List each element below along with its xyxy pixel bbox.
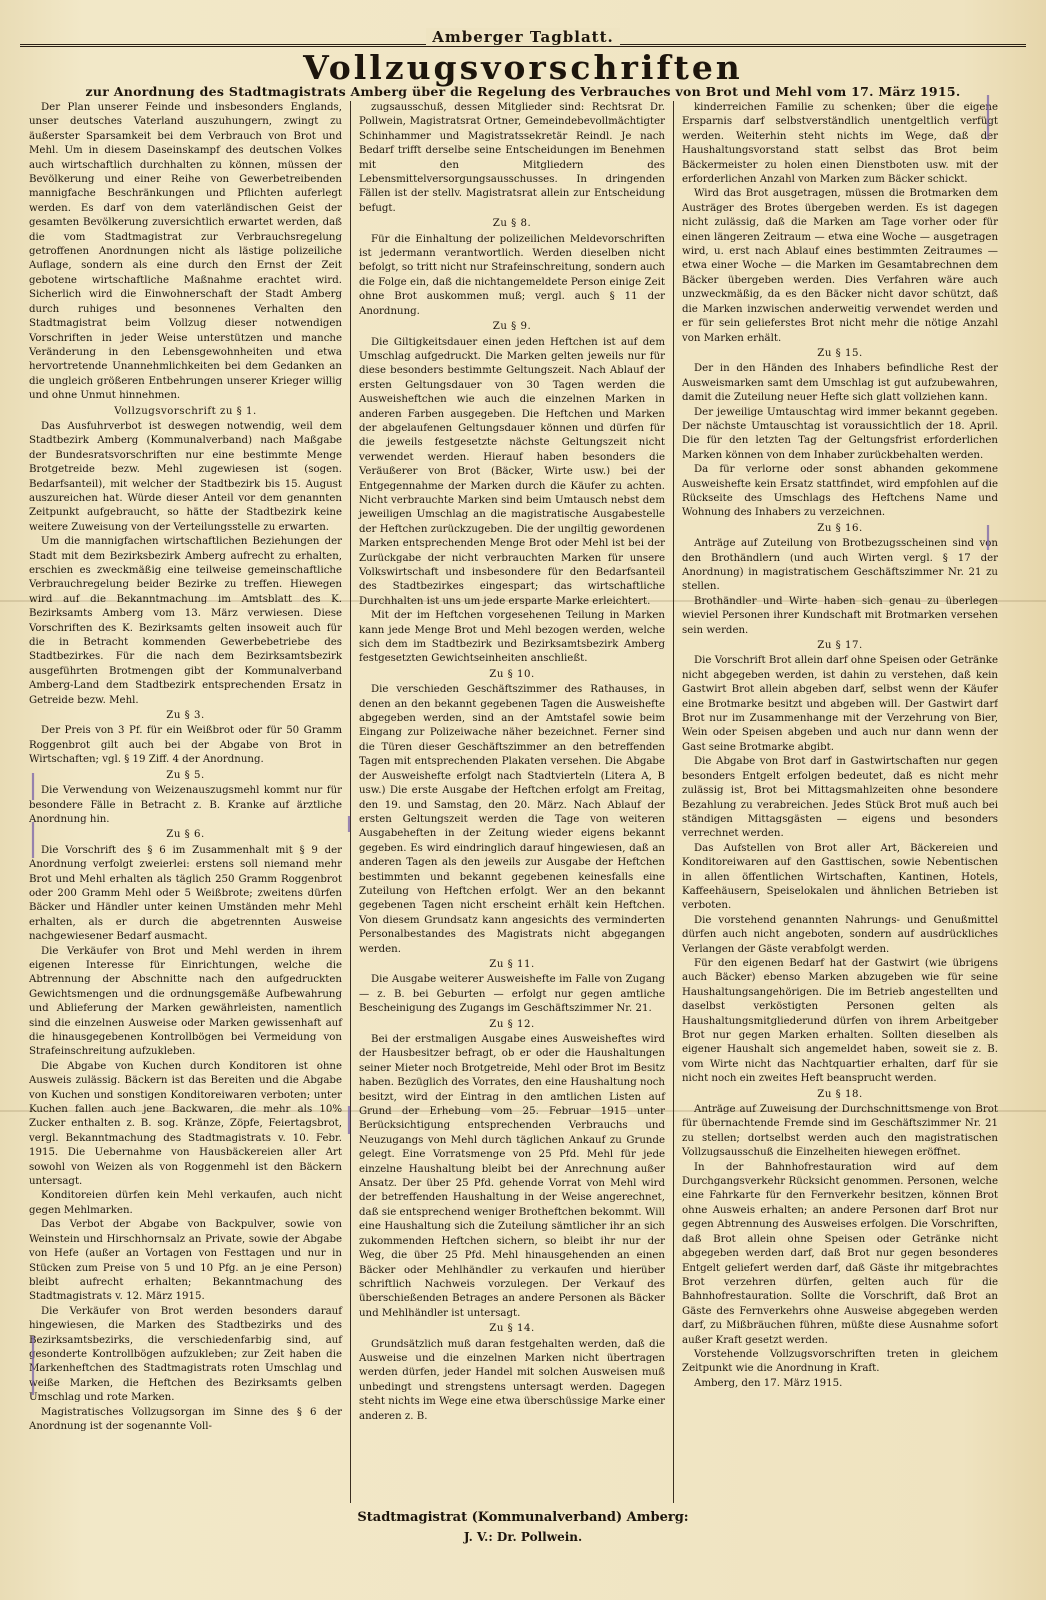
paragraph: Die Ausgabe weiterer Ausweishefte im Falle von Zugang — z. B. bei Geburten — erfolgt nur gegen amtliche Bescheinigung des Zugangs im Geschäftszimmer Nr. 21. [359,974,665,1015]
page-title: Vollzugsvorschriften [303,48,743,87]
text-columns [29,101,998,1503]
paragraph: Die Verkäufer von Brot und Mehl werden in ihrem eigenen Interesse für Einrichtungen, welche die Abtrennung der Abschnitte nach den aufgedruckten Gewichtsmengen und die ordnungsgemäße Aufbewahrung und Ablieferung der Marken gewährleisten, namentlich sind die einzelnen Ausweise oder Marken gewissenhaft auf die hinausgegebenen Kontrollbögen bei Vermeidung von Strafeinschreitung aufzukleben. [29,945,342,1058]
section-heading: Zu § 5. [166,769,205,781]
paragraph: Um die mannigfachen wirtschaftlichen Beziehungen der Stadt mit dem Bezirksbezirk Amberg aufrecht zu erhalten, erschien es zweckmäßig eine teilweise gemeinschaftliche Verbrauchregelung beider Bezirke zu treffen. Hiewegen wird auf die Bekanntmachung im Amtsblatt des K. Bezirksamts Amberg vom 13. März verwiesen. Diese Vorschriften des K. Bezirksamts gelten insoweit auch für die in Betracht kommenden Gewerbebetriebe des Stadtbezirkes. Für die nach dem Bezirksamtsbezirk ausgeführten Brotmengen gibt der Kommunalverband Amberg-Land dem Stadtbezirk entsprechenden Ersatz in Getreide bezw. Mehl. [29,536,342,706]
section-heading: Zu § 3. [166,710,205,722]
paragraph: Wird das Brot ausgetragen, müssen die Brotmarken dem Austräger des Brotes übergeben werden. Es ist dagegen nicht zulässig, daß die Marken am Tage vorher oder für einen längeren Zeitraum — etwa eine Woche — ausgetragen wird, u. erst nach Ablauf eines bestimmten Zeitraumes — etwa einer Woche — die Marken im Gesamtabrechnen dem Bäcker übergeben werden. Dies Verfahren wäre auch unzweckmäßig, da es den Bäcker nicht davor schützt, daß die Marken inzwischen anderweitig verwendet werden und er für sein gelieferstes Brot nicht mehr die nötige Anzahl von Marken erhält. [682,188,998,344]
paragraph: Die verschieden Geschäftszimmer des Rathauses, in denen an den bekannt gegebenen Tagen die Ausweishefte abgegeben werden, sind an der Amtstafel sowie beim Eingang zur Polizeiwache näher bezeichnet. Ferner sind die Türen dieser Geschäftszimmer an den betreffenden Tagen mit entsprechenden Plakaten versehen. Die Abgabe der Ausweishefte erfolgt nach Stadtvierteln (Litera A, B usw.) Die erste Ausgabe der Heftchen erfolgt am Freitag, den 19. und Samstag, den 20. März. Nach Ablauf der ersten Geltungszeit werden die Tage von weiteren Ausgabeheften in der Zeitung wieder eigens bekannt gegeben. Es wird eindringlich darauf hingewiesen, daß an anderen Tagen als den jeweils zur Ausgabe der Heftchen bestimmten und bekannt gegebenen keinesfalls eine Zuteilung von Heftchen erfolgt. Wer an den bekannt gegebenen Tagen nicht erscheint erhält kein Heftchen. Von diesem Grundsatz kann angesichts des verminderten Personalbestandes des Magistrats nicht abgegangen werden. [359,684,665,955]
column-2 [351,101,674,1503]
column-1 [29,101,351,1503]
paragraph: Die Vorschrift Brot allein darf ohne Speisen oder Getränke nicht abgegeben werden, ist dahin zu verstehen, daß kein Gastwirt Brot allein abgeben darf, selbst wenn der Käufer eine Brotmarke besitzt und abgeben will. Der Gastwirt darf Brot nur im Zusammenhange mit der Verzehrung von Bier, Wein oder Speisen abgeben und auch nur dann wenn der Gast seine Brotmarke abgibt. [682,655,998,753]
section-heading: Zu § 16. [817,522,863,534]
paragraph: Der in den Händen des Inhabers befindliche Rest der Ausweismarken samt dem Umschlag ist gut aufzubewahren, damit die Zuteilung neuer Hefte sich glatt vollziehen kann. [682,363,998,404]
paragraph: Amberg, den 17. März 1915. [694,1377,843,1389]
paragraph: Vorstehende Vollzugsvorschriften treten in gleichem Zeitpunkt wie die Anordnung in Kraft. [682,1348,998,1375]
section-heading: Zu § 17. [817,640,863,652]
section-heading: Zu § 11. [489,958,535,970]
signature-line: J. V.: Dr. Pollwein. [463,1530,583,1544]
paragraph: Brothändler und Wirte haben sich genau zu überlegen wieviel Personen ihrer Kundschaft mit Brotmarken versehen sein werden. [682,595,998,636]
paragraph: Die Abgabe von Brot darf in Gastwirtschaften nur gegen besonders Entgelt erfolgen bedeutet, daß es nicht mehr zulässig ist, Brot bei Mittagsmahlzeiten ohne besondere Bezahlung zu verabreichen. Jedes Stück Brot muß auch bei ständigen Mittagsgästen — eigens und besonders verrechnet werden. [682,756,998,840]
paragraph: Der jeweilige Umtauschtag wird immer bekannt gegeben. Der nächste Umtauschtag ist voraussichtlich der 18. April. Die für den letzten Tag der Geltungsfrist erforderlichen Marken können von dem Inhaber zurückbehalten werden. [682,406,998,461]
paragraph: Der Preis von 3 Pf. für ein Weißbrot oder für 50 Gramm Roggenbrot gilt auch bei der Abgabe von Brot in Wirtschaften; vgl. § 19 Ziff. 4 der Anordnung. [29,725,342,766]
section-heading: Zu § 9. [492,321,532,333]
section-heading: Zu § 14. [489,1323,535,1335]
paragraph: Anträge auf Zuweisung der Durchschnittsmenge von Brot für übernachtende Fremde sind im Geschäftszimmer Nr. 21 zu stellen; dortselbst werden auch den magistratischen Vollzugsausschuß die Einzelheiten hiewegen eröffnet. [682,1104,998,1159]
section-heading: Vollzugsvorschrift zu § 1. [114,405,257,417]
paragraph: Für die Einhaltung der polizeilichen Meldevorschriften ist jedermann verantwortlich. Werden dieselben nicht befolgt, so tritt nicht nur Strafeinschreitung, sondern auch die Folge ein, daß die nichtangemeldete Person einige Zeit ohne Brot auskommen muß; vergl. auch § 11 der Anordnung. [359,233,665,317]
section-heading: Zu § 10. [489,668,535,680]
section-heading: Zu § 8. [492,218,532,230]
page-subtitle: zur Anordnung des Stadtmagistrats Amberg über die Regelung des Verbrauches von Brot und Mehl vom 17. März 1915. [85,84,961,99]
paragraph: Die Vorschrift des § 6 im Zusammenhalt mit § 9 der Anordnung verfolgt zweierlei: erstens soll niemand mehr Brot und Mehl erhalten als täglich 250 Gramm Roggenbrot oder 200 Gramm Mehl oder 5 Weißbrote; zweitens dürfen Bäcker und Händler unter keinen Umständen mehr Mehl erhalten, als er durch die abgetrennten Ausweise nachgewiesener Bedarf ausmacht. [29,844,342,943]
paragraph: Die Verwendung von Weizenauszugsmehl kommt nur für besondere Fälle in Betracht z. B. Kranke auf ärztliche Anordnung hin. [29,785,342,825]
paragraph: Die vorstehend genannten Nahrungs- und Genußmittel dürfen auch nicht angeboten, sondern auf ausdrückliches Verlangen der Gäste verabfolgt werden. [682,914,998,955]
paragraph: Das Aufstellen von Brot aller Art, Bäckereien und Konditoreiwaren auf den Gasttischen, sowie Nebentischen in allen öffentlichen Wirtschaften, Kantinen, Hotels, Kaffeehäusern, Speiselokalen und ähnlichen Betrieben ist verboten. [682,842,998,912]
paragraph: Grundsätzlich muß daran festgehalten werden, daß die Ausweise und die einzelnen Marken nicht übertragen werden dürfen, jeder Handel mit solchen Ausweisen muß unbedingt und strengstens untersagt werden. Dagegen steht nichts im Wege eine etwa überschüssige Marke einer anderen z. B. [359,1338,665,1422]
paragraph: Anträge auf Zuteilung von Brotbezugsscheinen sind von den Brothändlern (und auch Wirten vergl. § 17 der Anordnung) in magistratischem Geschäftszimmer Nr. 21 zu stellen. [682,538,998,593]
section-heading: Zu § 6. [166,829,205,841]
paragraph: Das Verbot der Abgabe von Backpulver, sowie von Weinstein und Hirschhornsalz an Private, sowie der Abgabe von Hefe (außer an Vortagen von Festtagen und nur in Stücken zum Preise von 5 und 10 Pfg. an je eine Person) bleibt aufrecht erhalten; Bekanntmachung des Stadtmagistrats v. 12. März 1915. [29,1219,342,1303]
section-heading: Zu § 12. [489,1018,535,1030]
paragraph: Die Giltigkeitsdauer einen jeden Heftchen ist auf dem Umschlag aufgedruckt. Die Marken gelten jeweils nur für diese besonders bestimmte Geltungszeit. Nach Ablauf der ersten Geltungsdauer von 30 Tagen werden die Ausweisheftchen wie auch die einzelnen Marken in anderen Farben ausgegeben. Die Heftchen und Marken der abgelaufenen Geltungsdauer können und dürfen für die jeweils festgesetzte nächste Geltungszeit nicht verwendet werden. Hierauf haben besonders die Veräußerer von Brot (Bäcker, Wirte usw.) bei der Entgegennahme der Marken durch die Käufer zu achten. Nicht verbrauchte Marken sind beim Umtausch nebst dem jeweiligen Umschlag an die magistratische Ausgabestelle der Heftchen zurückzugeben. Die der ungiltig gewordenen Marken entsprechenden Menge Brot oder Mehl ist bei der Zurückgabe der nicht verbrauchten Marken für unsere Volkswirtschaft und insbesondere für den Bedarfsanteil des Stadtbezirkes eingespart; das wirtschaftliche Durchhalten ist uns um jede ersparte Marke erleichtert. [359,336,665,607]
masthead [20,22,1026,47]
paragraph: Da für verlorne oder sonst abhanden gekommene Ausweishefte kein Ersatz stattfindet, wird empfohlen auf die Rückseite des Umschlags des Heftchens Name und Wohnung des Inhabers zu verzeichnen. [682,464,998,519]
paragraph: In der Bahnhofrestauration wird auf dem Durchgangsverkehr Rücksicht genommen. Personen, welche eine Fahrkarte für den Fernverkehr besitzen, können Brot ohne Ausweis erhalten; an andere Personen darf Brot nur gegen Abtrennung des Ausweises erfolgen. Die Vorschriften, daß Brot allein ohne Speisen oder Getränke nicht abgegeben werden darf, daß Brot nur gegen besonderes Entgelt geliefert werden darf, daß Gäste ihr mitgebrachtes Brot verzehren dürfen, gelten auch für die Bahnhofrestauration. Sollte die Vorschrift, daß Brot an Gäste des Fernverkehrs ohne Ausweise abgegeben werden darf, zu Mißbräuchen führen, müßte diese Ausnahme sofort außer Kraft gesetzt werden. [682,1161,998,1346]
paragraph: Konditoreien dürfen kein Mehl verkaufen, auch nicht gegen Mehlmarken. [29,1190,342,1216]
paragraph: Das Ausfuhrverbot ist deswegen notwendig, weil dem Stadtbezirk Amberg (Kommunalverband) nach Maßgabe der Bundesratsvorschriften nur eine bestimmte Menge Brotgetreide bezw. Mehl zugewiesen ist (sogen. Bedarfsanteil), mit welcher der Stadtbezirk bis 15. August auszureichen hat. Würde dieser Anteil vor dem genannten Zeitpunkt aufgebraucht, so hätte der Stadtbezirk keine weitere Zuweisung von der Verteilungsstelle zu erwarten. [29,420,342,533]
paragraph: Magistratisches Vollzugsorgan im Sinne des § 6 der Anordnung ist der sogenannte Voll- [29,1406,342,1432]
issuing-authority: Stadtmagistrat (Kommunalverband) Amberg: [357,1510,689,1525]
paragraph: Mit der im Heftchen vorgesehenen Teilung in Marken kann jede Menge Brot und Mehl bezogen werden, welche sich dem im Stadtbezirk und Bezirksamtsbezirk Amberg festgesetzten Gewichtseinheiten anschließt. [359,610,665,665]
paragraph: Die Abgabe von Kuchen durch Konditoren ist ohne Ausweis zulässig. Bäckern ist das Bereiten und die Abgabe von Kuchen und sonstigen Konditoreiwaren verboten; unter Kuchen fallen auch jene Backwaren, die mehr als 10% Zucker enthalten z. B. sog. Kränze, Zöpfe, Feiertagsbrot, vergl. Bekanntmachung des Stadtmagistrats v. 10. Febr. 1915. Die Uebernahme von Hausbäckereien aller Art sowohl von Weizen als von Roggenmehl ist den Bäckern untersagt. [29,1060,342,1188]
paragraph: Der Plan unserer Feinde und insbesonders Englands, unser deutsches Vaterland auszuhungern, zwingt zu äußerster Sparsamkeit bei dem Verbrauch von Brot und Mehl. Um in diesem Daseinskampf des deutschen Volkes auch wirtschaftlich durchhalten zu können, müssen der Bevölkerung und einer Reihe von Gewerbetreibenden mannigfache Beschränkungen und Pflichten auferlegt werden. Es darf von dem vaterländischen Geist der gesamten Bevölkerung zuversichtlich erwartet werden, daß die vom Stadtmagistrat zur Verbrauchsregelung getroffenen Anordnungen nicht als lästige polizeiliche Auflage, sondern als eine durch den Ernst der Zeit gebotene wirtschaftliche Maßnahme erachtet wird. Sicherlich wird die Einwohnerschaft der Stadt Amberg durch ruhiges und besonnenes Verhalten den Stadtmagistrat beim Vollzug dieser notwendigen Vorschriften in jeder Weise unterstützen und manche Veränderung in den Lebensgewohnheiten und etwa hervortretende Unannehmlichkeiten bei dem Gedanken an die ungleich größeren Entbehrungen unserer Krieger willig und ohne Unmut hinnehmen. [29,102,342,402]
column-3 [674,101,998,1503]
masthead-text: Amberger Tagblatt. [426,28,620,46]
paragraph: zugsausschuß, dessen Mitglieder sind: Rechtsrat Dr. Pollwein, Magistratsrat Ortner, Gemeindebevollmächtigter Schinhammer und Magistratssekretär Reindl. Je nach Bedarf trifft derselbe seine Entscheidungen im Benehmen mit den Mitgliedern des Lebensmittelversorgungsausschusses. In dringenden Fällen ist der stellv. Magistratsrat allein zur Entscheidung befugt. [359,102,665,214]
section-heading: Zu § 18. [817,1088,863,1100]
paragraph: Für den eigenen Bedarf hat der Gastwirt (wie übrigens auch Bäcker) ebenso Marken abzugeben wie für seine Haushaltungsangehörigen. Die im Betrieb angestellten und daselbst verköstigten Personen gelten als Haushaltungsmitgliederund dürfen von ihrem Arbeitgeber Brot nur gegen Marken erhalten. Sollten dieselben als eigener Haushalt sich angemeldet haben, soweit sie z. B. vom Wirte nicht das Nachtquartier erhalten, darf für sie nicht noch ein zweites Heft beansprucht werden. [682,957,998,1085]
paragraph: Bei der erstmaligen Ausgabe eines Ausweisheftes wird der Hausbesitzer befragt, ob er oder die Haushaltungen seiner Mieter noch Brotgetreide, Mehl oder Brot im Besitz haben. Bezüglich des Vorrates, den eine Haushaltung noch besitzt, wird der Eintrag in den amtlichen Listen auf Grund der Erhebung vom 25. Februar 1915 unter Berücksichtigung entsprechenden Verbrauchs und Neuzugangs von Mehl durch täglichen Ankauf zu Grunde gelegt. Eine Vorratsmenge von 25 Pfd. Mehl für jede einzelne Haushaltung bleibt bei der Anrechnung außer Ansatz. Der über 25 Pfd. gehende Vorrat von Mehl wird der betreffenden Haushaltung in der Weise angerechnet, daß sie entsprechend weniger Brotheftchen bekommt. Will eine Haushaltung sich die Zuteilung sämtlicher ihr an sich zukommenden Heftchen sichern, so bleibt ihr nur der Weg, die über 25 Pfd. Mehl hinausgehenden an einen Bäcker oder Mehlhändler zu verkaufen und hierüber schriftlich Nachweis vorzulegen. Der Verkauf des überschießenden Betrages an andere Personen als Bäcker und Mehlhändler ist untersagt. [359,1034,665,1319]
paragraph: Die Verkäufer von Brot werden besonders darauf hingewiesen, die Marken des Stadtbezirks und des Bezirksamtsbezirks, die verschiedenfarbig sind, auf gesonderte Kontrollbögen aufzukleben; zur Zeit haben die Markenheftchen des Stadtmagistrats roten Umschlag und weiße Marken, die Heftchen des Bezirksamts gelben Umschlag und rote Marken. [29,1305,342,1404]
paragraph: kinderreichen Familie zu schenken; über die eigene Ersparnis darf selbstverständlich unentgeltlich verfügt werden. Weiterhin steht nichts im Wege, daß der Haushaltungsvorstand statt selbst das Brot beim Bäckermeister zu holen einen Dienstboten usw. mit der erforderlichen Anzahl von Marken zum Bäcker schickt. [682,102,998,186]
section-heading: Zu § 15. [817,347,863,359]
